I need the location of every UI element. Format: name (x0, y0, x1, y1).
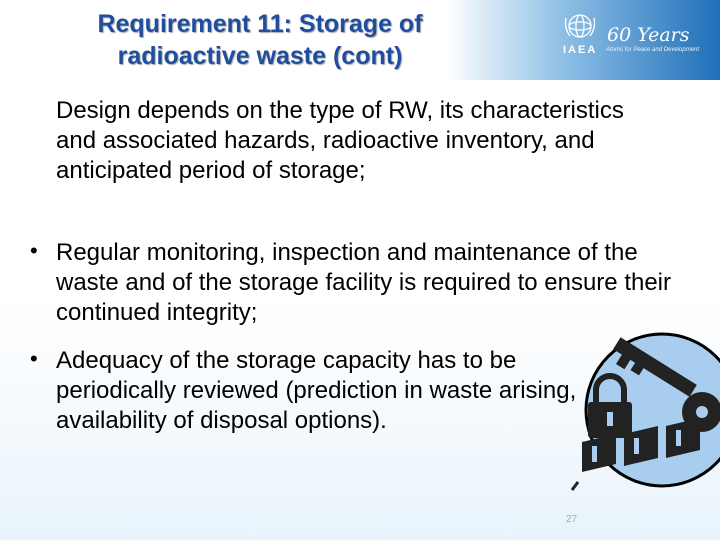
slide-title (40, 8, 480, 72)
title-line-2: radioactive waste (cont) (117, 42, 403, 70)
paragraph-1: Design depends on the type of RW, its characteristics and associated hazards, radioactive inventory, and anticipated period of storage; (56, 97, 624, 184)
logo-org: IAEA (563, 44, 598, 56)
page-number: 27 (566, 514, 578, 525)
logo-tagline: Atoms for Peace and Development (606, 47, 700, 53)
un-emblem-icon (566, 15, 595, 37)
bullet-marker-2: • (30, 346, 38, 371)
bullet-marker-1: • (30, 238, 38, 263)
logo-anniversary: 60 Years (607, 24, 690, 46)
bullet-item-2: Adequacy of the storage capacity has to be periodically reviewed (prediction in waste arising, availability of disposal options). (56, 347, 577, 434)
bullet-item-1: Regular monitoring, inspection and maintenance of the waste and of the storage facility is required to ensure their continued integrity; (56, 239, 671, 326)
title-line-1: Requirement 11: Storage of (97, 10, 423, 38)
padlock-key-storage-icon (562, 330, 720, 500)
